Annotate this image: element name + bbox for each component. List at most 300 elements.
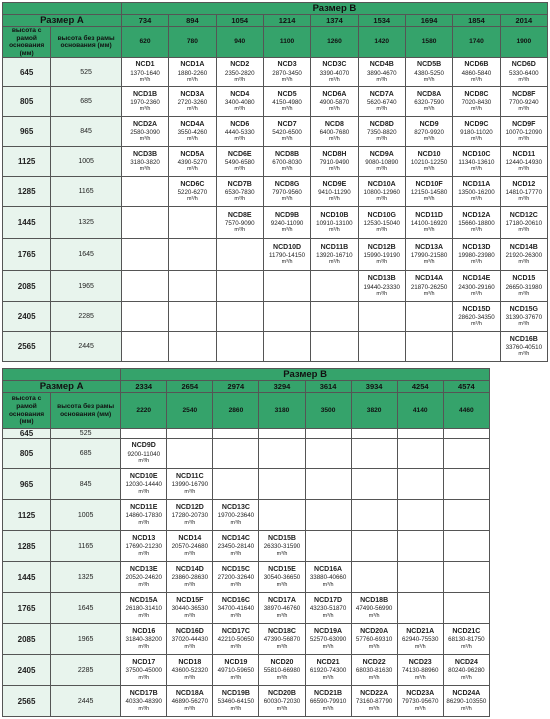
model-code: NCD15B (267, 534, 296, 542)
airflow-unit: m³/h (322, 705, 334, 712)
model-cell (500, 87, 547, 117)
size-b-value: 4254 (397, 381, 443, 393)
model-cell (405, 239, 452, 271)
airflow-range: 60030-72030 (263, 698, 301, 706)
airflow-range: 15990-19190 (363, 252, 400, 260)
airflow-unit: m³/h (138, 643, 150, 650)
empty-cell (169, 239, 216, 271)
airflow-unit: m³/h (376, 196, 388, 203)
airflow-unit: m³/h (471, 136, 482, 143)
model-cell (453, 117, 500, 147)
airflow-range: 34700-41640 (217, 605, 255, 613)
airflow-range: 5490-6580 (224, 159, 255, 167)
empty-cell (305, 469, 351, 500)
size-b-noframe-value: 1740 (453, 27, 500, 58)
empty-cell (443, 439, 489, 469)
airflow-unit: m³/h (234, 76, 246, 83)
airflow-range: 13990-16790 (171, 481, 209, 489)
empty-cell (263, 271, 310, 302)
airflow-range: 9240-11090 (270, 220, 304, 228)
airflow-range: 46890-56270 (171, 698, 209, 706)
airflow-unit: m³/h (460, 705, 472, 712)
size-a-frame-value: 805 (3, 87, 51, 117)
model-cell (358, 207, 405, 239)
empty-cell (121, 207, 168, 239)
empty-cell (397, 469, 443, 500)
airflow-range: 4380-5250 (414, 69, 444, 77)
size-b-value: 894 (169, 15, 216, 27)
col-noframe-label: высота без рамы основания (мм) (51, 393, 121, 429)
table-row (3, 87, 548, 117)
airflow-unit: m³/h (276, 581, 288, 588)
empty-cell (169, 332, 216, 362)
airflow-unit: m³/h (186, 196, 198, 203)
model-cell (213, 655, 259, 686)
size-table-2 (2, 368, 490, 717)
model-code: NCD8D (369, 120, 394, 128)
airflow-unit: m³/h (518, 196, 530, 203)
airflow-unit: m³/h (471, 106, 482, 113)
empty-cell (169, 271, 216, 302)
airflow-unit: m³/h (186, 106, 198, 113)
size-a-frame-value: 1285 (3, 177, 51, 207)
airflow-unit: m³/h (368, 643, 380, 650)
model-cell (397, 624, 443, 655)
airflow-range: 86290-103550 (446, 698, 487, 706)
model-cell (358, 177, 405, 207)
airflow-unit: m³/h (234, 106, 246, 113)
model-cell (121, 58, 168, 87)
size-b-noframe-value: 4140 (397, 393, 443, 429)
airflow-range: 24300-29160 (458, 283, 495, 291)
airflow-range: 27200-32640 (217, 574, 255, 582)
model-code: NCD10D (273, 243, 302, 251)
size-a-header: Размер A (3, 381, 121, 393)
model-code: NCD14C (221, 534, 250, 542)
airflow-unit: m³/h (368, 674, 380, 681)
airflow-range: 14810-17770 (505, 189, 543, 197)
airflow-range: 14860-17830 (125, 512, 162, 520)
table-row (3, 593, 490, 624)
airflow-unit: m³/h (368, 612, 380, 619)
airflow-range: 7570-9090 (224, 220, 255, 228)
size-b-value: 3934 (351, 381, 397, 393)
size-a-frame-value: 1445 (3, 207, 51, 239)
airflow-range: 33880-40660 (309, 574, 347, 582)
size-b-value: 4574 (443, 381, 489, 393)
model-cell (397, 655, 443, 686)
model-cell (500, 177, 547, 207)
airflow-range: 49710-59650 (217, 667, 255, 675)
airflow-unit: m³/h (329, 166, 340, 173)
airflow-range: 10210-12250 (410, 159, 448, 167)
airflow-unit: m³/h (518, 136, 530, 143)
model-code: NCD4B (369, 61, 394, 69)
model-cell (167, 593, 213, 624)
airflow-unit: m³/h (139, 76, 151, 83)
model-code: NCD7A (369, 90, 394, 98)
model-cell (453, 239, 500, 271)
size-a-noframe-value: 525 (51, 429, 121, 439)
airflow-range: 4150-4980 (272, 99, 302, 107)
empty-cell (443, 593, 489, 624)
airflow-unit: m³/h (518, 227, 530, 234)
airflow-range: 9180-11020 (460, 129, 493, 137)
airflow-unit: m³/h (471, 321, 482, 328)
model-code: NCD13B (367, 275, 396, 283)
model-cell (351, 624, 397, 655)
empty-cell (121, 177, 168, 207)
airflow-range: 31390-37670 (505, 314, 543, 322)
airflow-range: 7910-9490 (319, 159, 350, 167)
model-cell (259, 562, 305, 593)
airflow-range: 10070-12090 (505, 129, 543, 137)
model-cell (351, 686, 397, 717)
empty-cell (305, 439, 351, 469)
airflow-unit: m³/h (376, 259, 388, 266)
size-a-noframe-value: 1165 (51, 531, 121, 562)
empty-cell (213, 439, 259, 469)
model-cell (358, 147, 405, 177)
airflow-unit: m³/h (186, 166, 198, 173)
size-b-value: 2654 (167, 381, 213, 393)
model-code: NCD21B (314, 689, 343, 697)
size-a-frame-value: 1765 (3, 239, 51, 271)
empty-cell (121, 271, 168, 302)
airflow-range: 4390-5270 (177, 159, 208, 167)
empty-cell (216, 302, 263, 332)
airflow-unit: m³/h (186, 76, 198, 83)
airflow-unit: m³/h (518, 321, 530, 328)
airflow-range: 74130-88960 (401, 667, 439, 675)
airflow-range: 21920-26300 (505, 252, 543, 260)
empty-cell (216, 332, 263, 362)
model-cell (358, 87, 405, 117)
size-b-value: 1374 (311, 15, 358, 27)
airflow-unit: m³/h (184, 705, 196, 712)
model-code: NCD12A (462, 211, 491, 219)
model-cell (500, 239, 547, 271)
model-code: NCD18 (178, 658, 202, 666)
airflow-unit: m³/h (423, 227, 435, 234)
airflow-range: 3890-4670 (366, 69, 397, 77)
model-code: NCD8F (512, 90, 536, 98)
airflow-range: 14100-16920 (410, 220, 448, 228)
airflow-range: 10910-13100 (316, 220, 353, 228)
airflow-range: 40330-48390 (125, 698, 162, 706)
size-b-noframe-value: 940 (216, 27, 263, 58)
airflow-unit: m³/h (414, 674, 426, 681)
model-code: NCD21C (452, 627, 481, 635)
airflow-unit: m³/h (322, 643, 334, 650)
model-code: NCD10A (367, 180, 396, 188)
model-cell (305, 686, 351, 717)
size-a-frame-value: 2405 (3, 302, 51, 332)
airflow-range: 80240-96280 (448, 667, 485, 675)
col-noframe-label: высота без рамы основания (мм) (51, 27, 122, 58)
airflow-range: 3550-4260 (177, 129, 208, 137)
model-code: NCD11D (415, 211, 443, 219)
model-cell (216, 207, 263, 239)
model-code: NCD10B (320, 211, 349, 219)
empty-cell (311, 332, 358, 362)
airflow-unit: m³/h (368, 705, 380, 712)
model-code: NCD9E (322, 180, 347, 188)
table-row (3, 332, 548, 362)
airflow-range: 2350-2820 (224, 69, 255, 77)
airflow-unit: m³/h (281, 227, 293, 234)
size-b-noframe-value: 620 (121, 27, 168, 58)
airflow-range: 17180-20610 (505, 220, 543, 228)
model-cell (213, 593, 259, 624)
size-b-noframe-value: 1100 (263, 27, 310, 58)
airflow-range: 68030-81630 (355, 667, 393, 675)
empty-cell (121, 429, 167, 439)
model-cell (259, 531, 305, 562)
size-a-header: Размер A (3, 15, 122, 27)
model-code: NCD16A (314, 565, 343, 573)
model-cell (358, 271, 405, 302)
airflow-unit: m³/h (281, 166, 293, 173)
model-code: NCD3B (132, 150, 158, 158)
table-row (3, 429, 490, 439)
model-cell (443, 624, 489, 655)
model-code: NCD17C (221, 627, 250, 635)
model-code: NCD12C (509, 211, 538, 219)
airflow-unit: m³/h (276, 674, 288, 681)
empty-cell (167, 439, 213, 469)
model-cell (358, 239, 405, 271)
airflow-range: 20520-24620 (125, 574, 162, 582)
model-code: NCD7B (227, 180, 252, 188)
empty-cell (259, 500, 305, 531)
size-a-frame-value: 2405 (3, 655, 51, 686)
table-row (3, 562, 490, 593)
airflow-unit: m³/h (281, 106, 293, 113)
airflow-range: 7020-8430 (461, 99, 492, 107)
model-code: NCD16 (132, 627, 156, 635)
empty-cell (305, 429, 351, 439)
size-a-frame-value: 2085 (3, 624, 51, 655)
model-cell (121, 655, 167, 686)
airflow-range: 2720-3260 (177, 99, 208, 107)
airflow-unit: m³/h (322, 612, 334, 619)
size-b-noframe-value: 3820 (351, 393, 397, 429)
airflow-range: 12530-15040 (363, 220, 400, 228)
airflow-unit: m³/h (138, 674, 150, 681)
size-a-noframe-value: 1965 (51, 271, 122, 302)
airflow-range: 15660-18800 (458, 220, 495, 228)
size-a-frame-value: 1125 (3, 500, 51, 531)
size-a-header-empty (3, 3, 122, 15)
model-cell (167, 531, 213, 562)
airflow-unit: m³/h (186, 136, 198, 143)
model-cell (263, 87, 310, 117)
airflow-range: 23860-28630 (171, 574, 209, 582)
model-code: NCD23 (408, 658, 432, 666)
airflow-range: 8270-9920 (414, 129, 444, 137)
airflow-unit: m³/h (329, 136, 340, 143)
model-code: NCD15F (176, 596, 204, 604)
model-cell (500, 147, 547, 177)
size-a-noframe-value: 685 (51, 439, 121, 469)
size-a-frame-value: 2085 (3, 271, 51, 302)
model-code: NCD8G (274, 180, 300, 188)
airflow-range: 55810-66980 (263, 667, 301, 675)
model-code: NCD13D (462, 243, 491, 251)
airflow-range: 5330-6400 (509, 69, 539, 77)
table-row (3, 469, 490, 500)
model-code: NCD1A (180, 61, 205, 69)
airflow-unit: m³/h (329, 196, 340, 203)
size-a-noframe-value: 1325 (51, 562, 121, 593)
empty-cell (305, 500, 351, 531)
model-cell (453, 177, 500, 207)
airflow-unit: m³/h (281, 136, 293, 143)
model-cell (351, 593, 397, 624)
airflow-range: 3180-3820 (130, 159, 160, 167)
model-code: NCD15G (509, 305, 538, 313)
empty-cell (351, 500, 397, 531)
model-code: NCD13E (129, 565, 158, 573)
model-code: NCD13C (221, 503, 250, 511)
airflow-unit: m³/h (138, 458, 150, 465)
airflow-range: 12030-14440 (125, 481, 162, 489)
airflow-range: 11790-14150 (269, 252, 306, 260)
model-cell (405, 117, 452, 147)
model-cell (121, 439, 167, 469)
model-cell (263, 147, 310, 177)
model-code: NCD9 (419, 120, 439, 128)
empty-cell (397, 439, 443, 469)
model-cell (405, 87, 452, 117)
airflow-range: 10800-12960 (363, 189, 400, 197)
model-code: NCD12B (367, 243, 396, 251)
airflow-range: 13920-16710 (316, 252, 353, 260)
model-code: NCD14 (178, 534, 202, 542)
model-cell (305, 655, 351, 686)
airflow-unit: m³/h (234, 136, 246, 143)
airflow-unit: m³/h (518, 351, 530, 358)
model-code: NCD13 (132, 534, 156, 542)
model-code: NCD15 (512, 275, 536, 283)
empty-cell (216, 239, 263, 271)
airflow-unit: m³/h (329, 106, 340, 113)
model-code: NCD10G (367, 211, 396, 219)
empty-cell (405, 302, 452, 332)
model-cell (121, 593, 167, 624)
size-a-noframe-value: 525 (51, 58, 122, 87)
airflow-unit: m³/h (423, 259, 435, 266)
airflow-range: 1970-2360 (130, 99, 160, 107)
model-cell (121, 500, 167, 531)
model-cell (213, 686, 259, 717)
model-cell (121, 562, 167, 593)
model-code: NCD8H (322, 150, 347, 158)
airflow-unit: m³/h (281, 196, 293, 203)
model-code: NCD5B (417, 61, 442, 69)
model-code: NCD15E (268, 565, 296, 573)
airflow-range: 12440-14930 (505, 159, 543, 167)
empty-cell (259, 429, 305, 439)
model-cell (216, 58, 263, 87)
airflow-unit: m³/h (138, 612, 150, 619)
size-a-noframe-value: 2285 (51, 655, 121, 686)
model-cell (263, 177, 310, 207)
empty-cell (397, 593, 443, 624)
size-a-noframe-value: 685 (51, 87, 122, 117)
model-code: NCD17D (314, 596, 343, 604)
model-code: NCD15D (462, 305, 491, 313)
model-cell (500, 207, 547, 239)
size-a-noframe-value: 1965 (51, 624, 121, 655)
col-frame-label: высота с рамой основания (мм) (3, 27, 51, 58)
empty-cell (121, 302, 168, 332)
size-b-noframe-value: 1580 (405, 27, 452, 58)
model-cell (500, 332, 547, 362)
airflow-range: 33760-40510 (505, 344, 543, 352)
airflow-unit: m³/h (138, 581, 150, 588)
model-code: NCD15A (129, 596, 158, 604)
model-cell (405, 58, 452, 87)
airflow-unit: m³/h (184, 519, 196, 526)
airflow-unit: m³/h (276, 612, 288, 619)
size-a-noframe-value: 1645 (51, 593, 121, 624)
airflow-range: 30440-36530 (171, 605, 209, 613)
airflow-unit: m³/h (471, 290, 482, 297)
model-cell (453, 207, 500, 239)
model-code: NCD21A (406, 627, 435, 635)
model-cell (453, 147, 500, 177)
airflow-unit: m³/h (281, 259, 293, 266)
model-cell (500, 271, 547, 302)
airflow-range: 47390-56870 (263, 636, 301, 644)
airflow-range: 73160-87790 (355, 698, 393, 706)
model-code: NCD10E (129, 472, 158, 480)
model-cell (169, 87, 216, 117)
model-code: NCD14A (415, 275, 444, 283)
airflow-range: 5420-6500 (272, 129, 302, 137)
model-code: NCD6 (230, 120, 250, 128)
airflow-unit: m³/h (460, 674, 472, 681)
empty-cell (259, 439, 305, 469)
model-code: NCD6B (464, 61, 489, 69)
airflow-range: 62940-75530 (401, 636, 439, 644)
model-code: NCD17B (129, 689, 158, 697)
airflow-range: 9410-11290 (318, 189, 351, 197)
airflow-range: 5620-6740 (366, 99, 397, 107)
airflow-unit: m³/h (376, 166, 388, 173)
size-b-noframe-value: 4460 (443, 393, 489, 429)
empty-cell (397, 562, 443, 593)
airflow-unit: m³/h (423, 196, 435, 203)
airflow-range: 3400-4080 (224, 99, 255, 107)
size-a-frame-value: 805 (3, 439, 51, 469)
size-b-value: 2334 (121, 381, 167, 393)
airflow-unit: m³/h (138, 550, 150, 557)
table-row (3, 686, 490, 717)
model-cell (167, 562, 213, 593)
size-b-noframe-value: 1900 (500, 27, 547, 58)
airflow-range: 7700-9240 (509, 99, 539, 107)
size-b-noframe-value: 2860 (213, 393, 259, 429)
size-a-noframe-value: 1165 (51, 177, 122, 207)
empty-cell (351, 531, 397, 562)
model-code: NCD11 (512, 150, 536, 158)
model-code: NCD10 (417, 150, 441, 158)
airflow-unit: m³/h (230, 705, 242, 712)
model-code: NCD18A (175, 689, 204, 697)
